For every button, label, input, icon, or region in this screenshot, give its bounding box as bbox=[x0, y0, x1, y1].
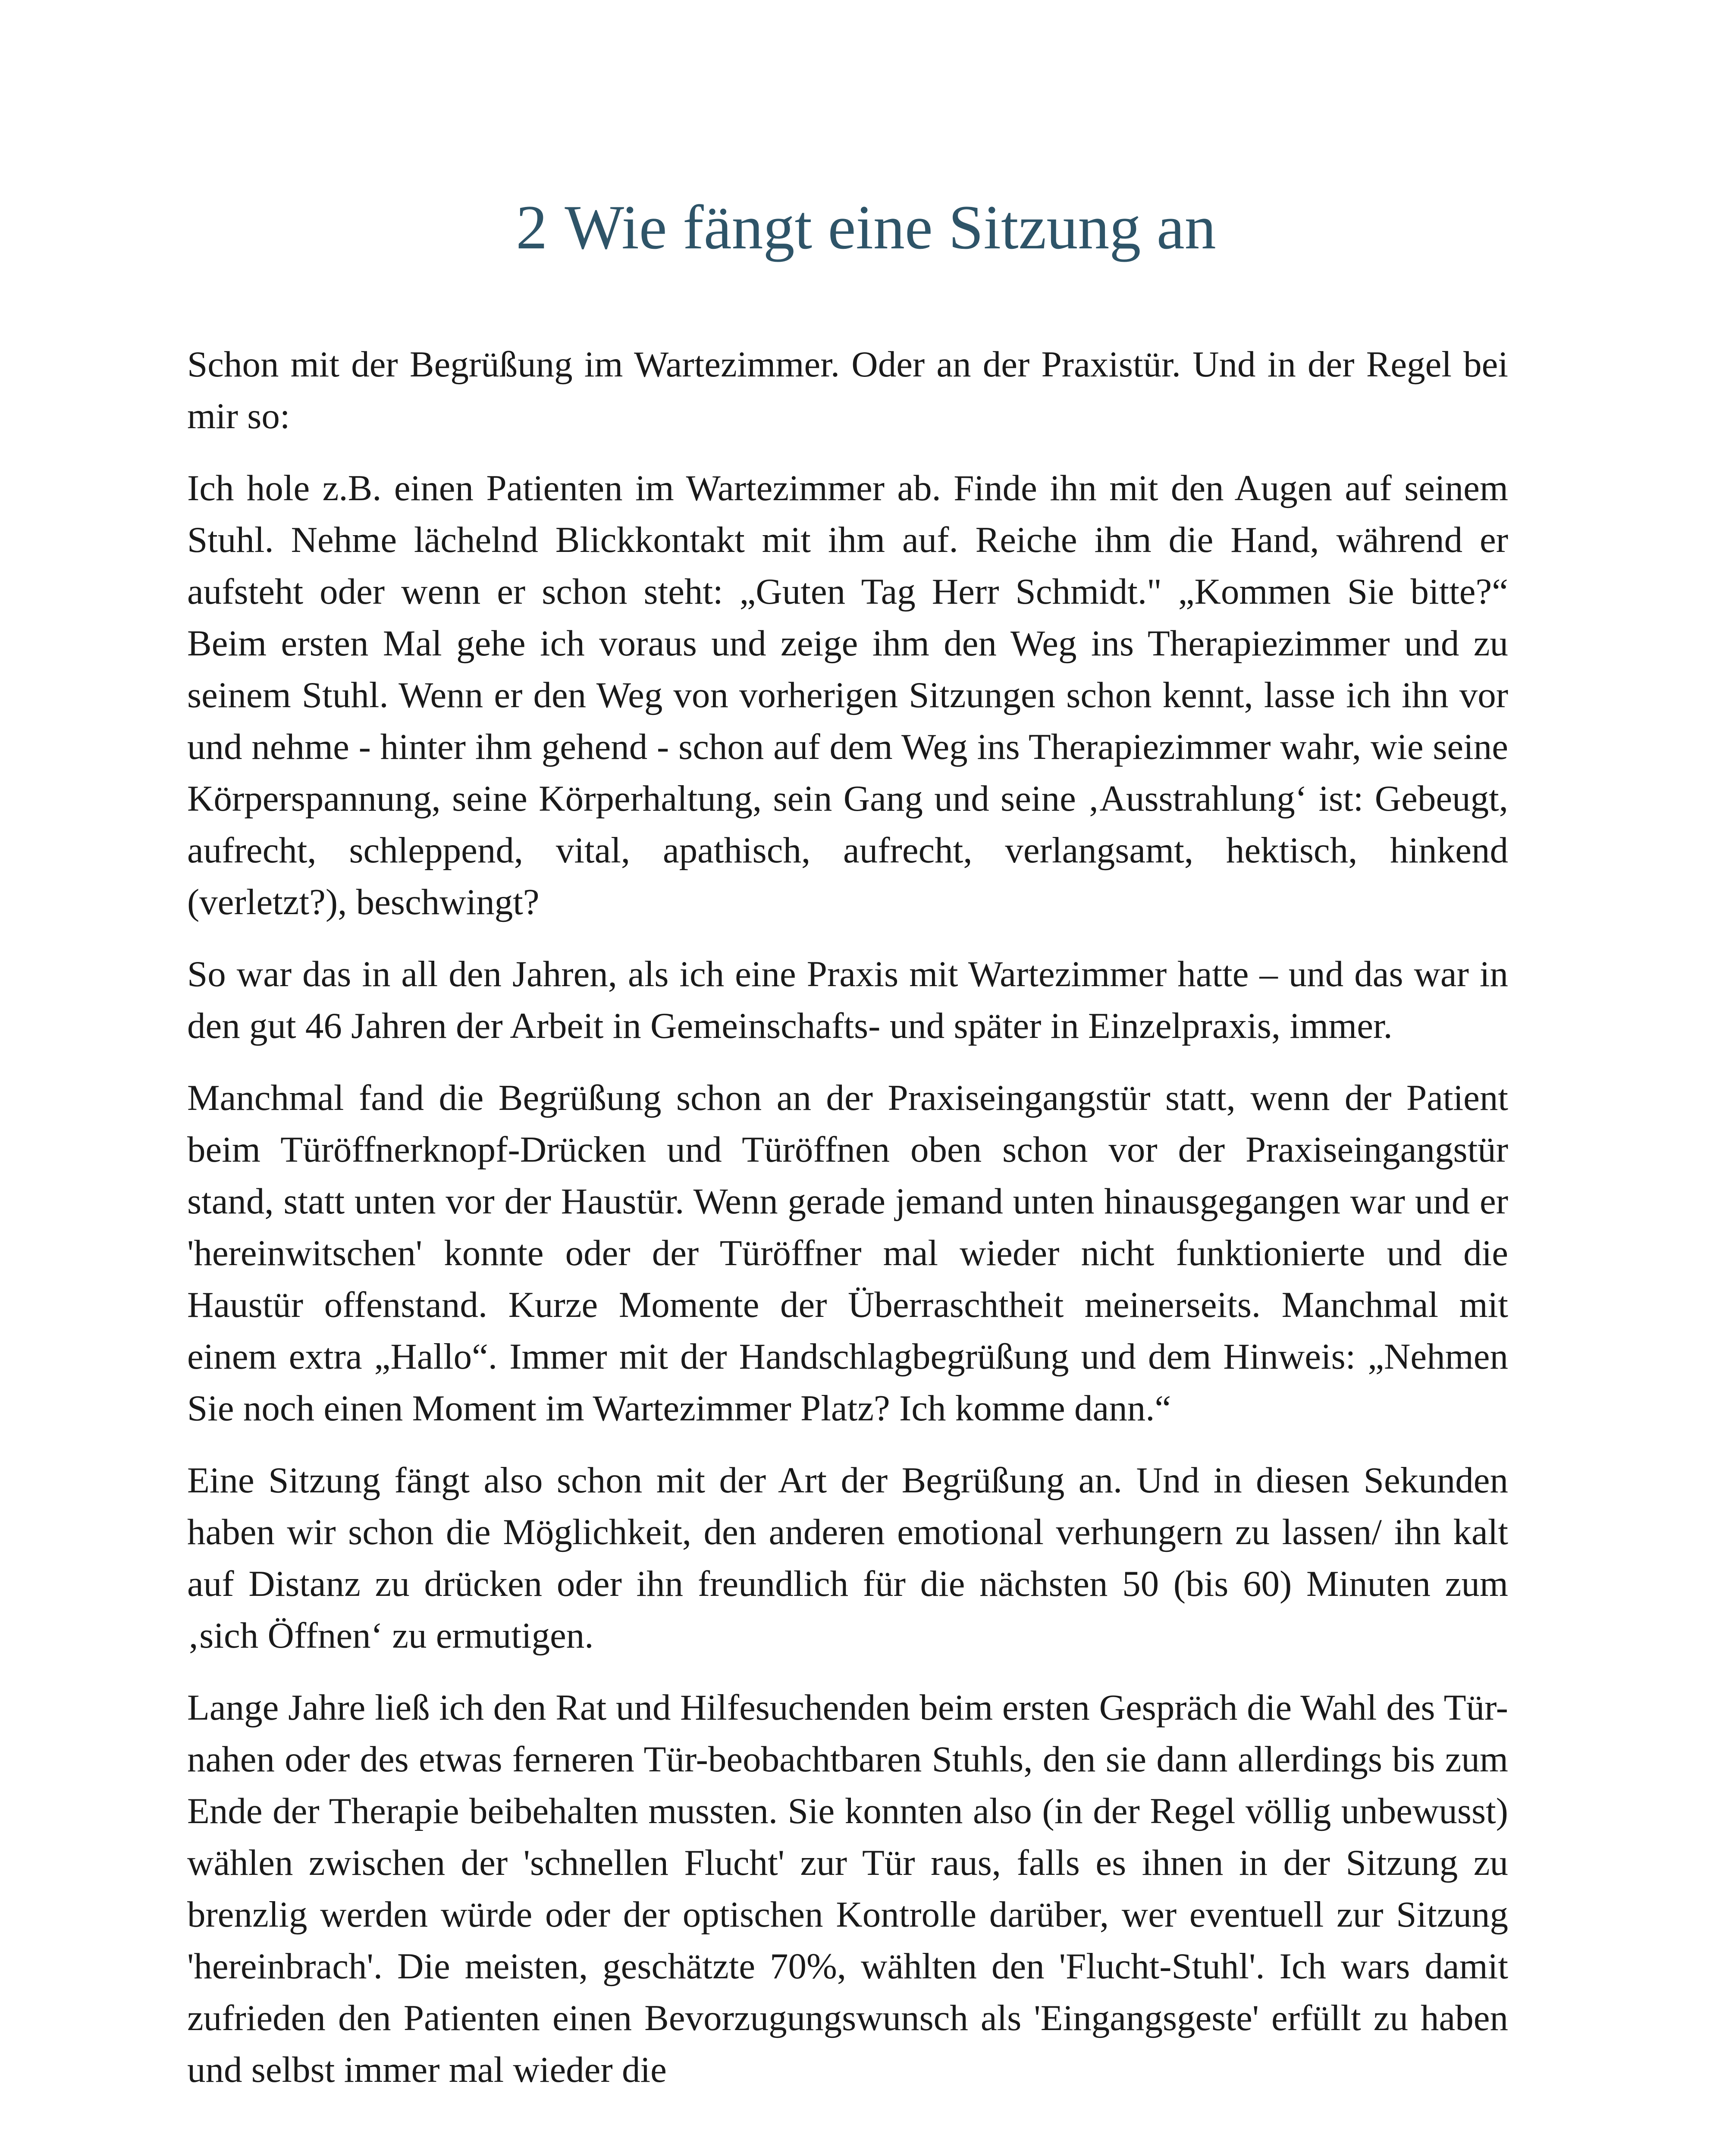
paragraph-1: Schon mit der Begrüßung im Wartezimmer. Oder an der Praxistür. Und in der Regel bei mir so: bbox=[187, 344, 1508, 436]
paragraph-5: Eine Sitzung fängt also schon mit der Art der Begrüßung an. Und in diesen Sekunden haben wir schon die Möglichkeit, den anderen emotional verhungern zu lassen/ ihn kalt auf Distanz zu drücken oder ihn freundlich für die nächsten 50 (bis 60) Minuten zum ‚sich Öffnen‘ zu ermutigen. bbox=[187, 1460, 1508, 1656]
paragraph-6: Lange Jahre ließ ich den Rat und Hilfesuchenden beim ersten Gespräch die Wahl des Tür-nahen oder des etwas ferneren Tür-beobachtbaren Stuhls, den sie dann allerdings bis zum Ende der Therapie beibehalten mussten. Sie konnten also (in der Regel völlig unbewusst) wählen zwischen der 'schnellen Flucht' zur Tür raus, falls es ihnen in der Sitzung zu brenzlig werden würde oder der optischen Kontrolle darüber, wer eventuell zur Sitzung 'hereinbrach'. Die meisten, geschätzte 70%, wählten den 'Flucht-Stuhl'. Ich wars damit zufrieden den Patienten einen Bevorzugungswunsch als 'Eingangsgeste' erfüllt zu haben und selbst immer mal wieder die bbox=[187, 1687, 1508, 2090]
chapter-title bbox=[0, 190, 1732, 265]
chapter-title-text: Wie fängt eine Sitzung an bbox=[565, 192, 1216, 262]
chapter-number: 2 bbox=[516, 192, 548, 262]
paragraph-3: So war das in all den Jahren, als ich eine Praxis mit Wartezimmer hatte – und das war in den gut 46 Jahren der Arbeit in Gemeinschafts- und später in Einzelpraxis, immer. bbox=[187, 954, 1508, 1046]
body-text bbox=[187, 338, 1508, 2096]
paragraph-4: Manchmal fand die Begrüßung schon an der Praxiseingangstür statt, wenn der Patient beim Türöffnerknopf-Drücken und Türöffnen oben schon vor der Praxiseingangstür stand, statt unten vor der Haustür. Wenn gerade jemand unten hinausgegangen war und er 'hereinwitschen' konnte oder der Türöffner mal wieder nicht funktionierte und die Haustür offenstand. Kurze Momente der Überraschtheit meinerseits. Manchmal mit einem extra „Hallo“. Immer mit der Handschlagbegrüßung und dem Hinweis: „Nehmen Sie noch einen Moment im Wartezimmer Platz? Ich komme dann.“ bbox=[187, 1078, 1508, 1429]
paragraph-2: Ich hole z.B. einen Patienten im Wartezimmer ab. Finde ihn mit den Augen auf seinem Stuhl. Nehme lächelnd Blickkontakt mit ihm auf. Reiche ihm die Hand, während er aufsteht oder wenn er schon steht: „Guten Tag Herr Schmidt." „Kommen Sie bitte?“ Beim ersten Mal gehe ich voraus und zeige ihm den Weg ins Therapiezimmer und zu seinem Stuhl. Wenn er den Weg von vorherigen Sitzungen schon kennt, lasse ich ihn vor und nehme - hinter ihm gehend - schon auf dem Weg ins Therapiezimmer wahr, wie seine Körperspannung, seine Körperhaltung, sein Gang und seine ‚Ausstrahlung‘ ist: Gebeugt, aufrecht, schleppend, vital, apathisch, aufrecht, verlangsamt, hektisch, hinkend (verletzt?), beschwingt? bbox=[187, 468, 1508, 922]
